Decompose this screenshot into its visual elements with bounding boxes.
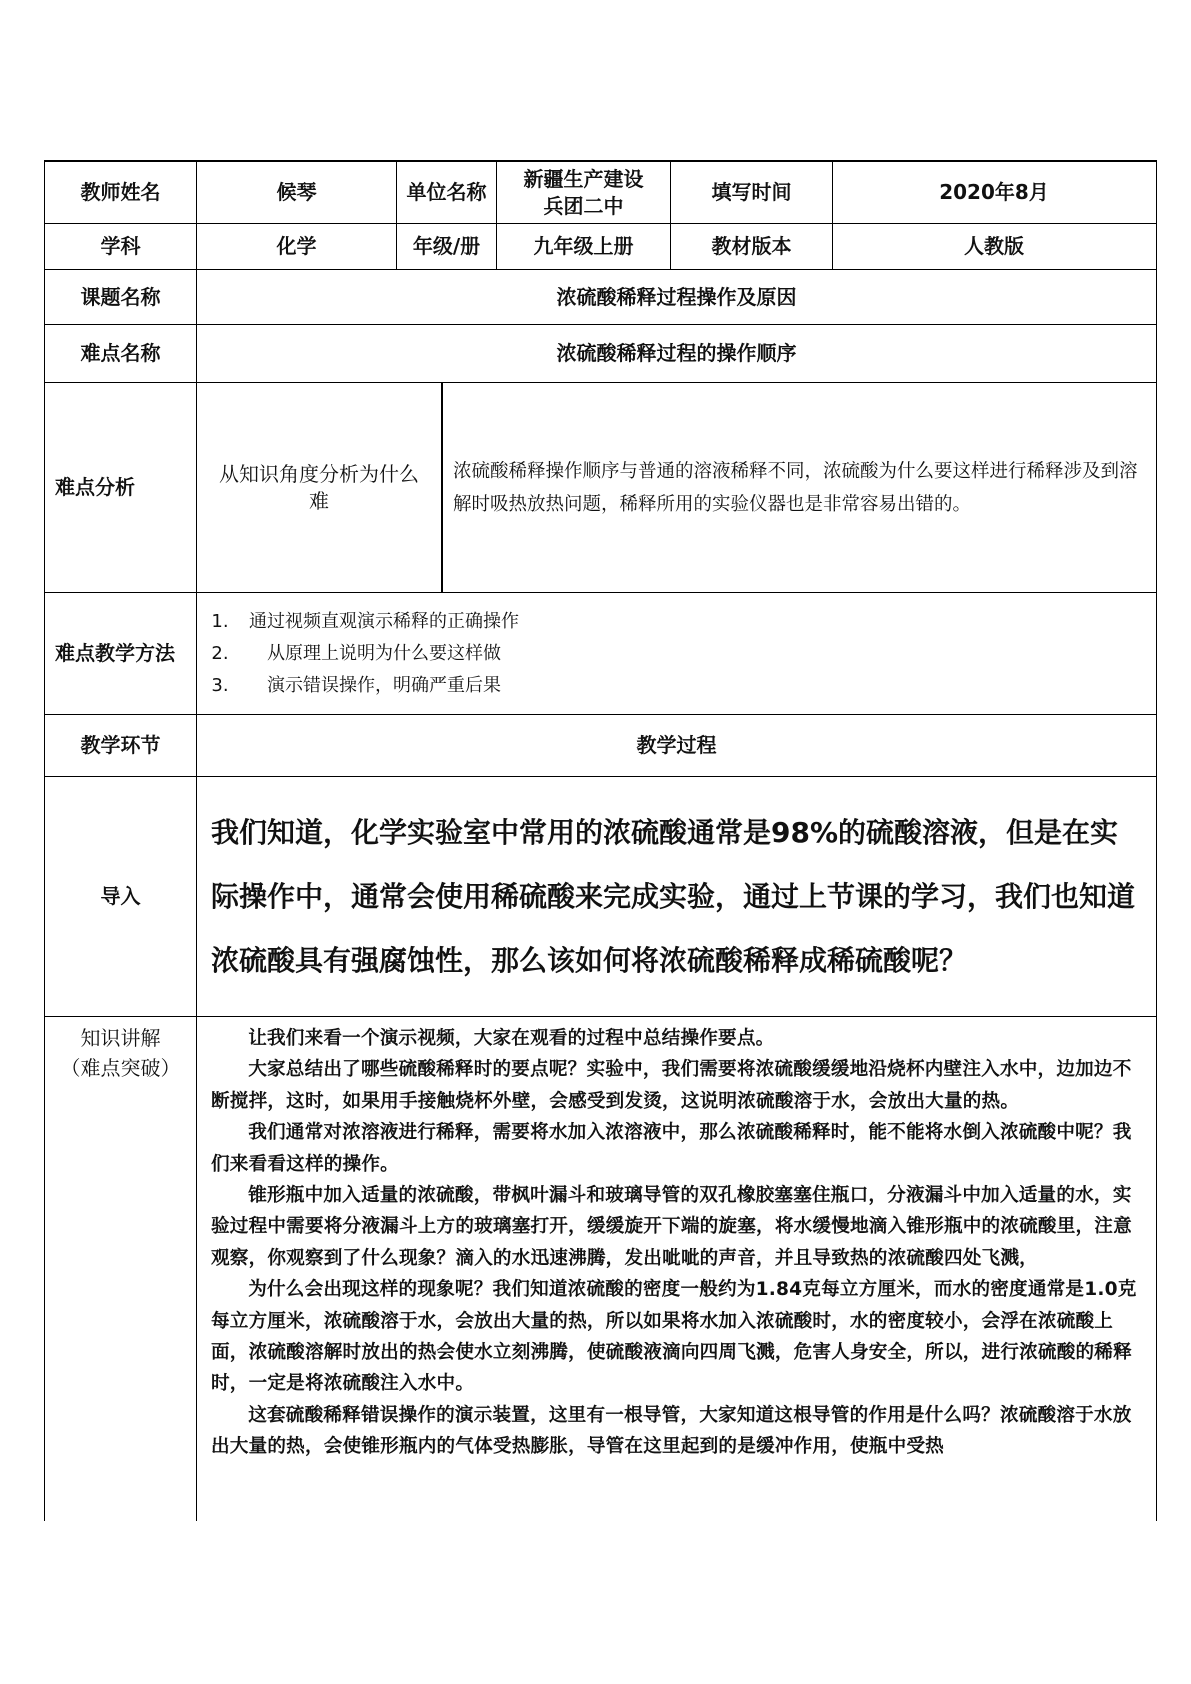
grade-label: 年级/册 [397, 224, 497, 269]
paragraph: 大家总结出了哪些硫酸稀释时的要点呢？实验中，我们需要将浓硫酸缓缓地沿烧杯内壁注入水中，边加边不断搅拌，这时，如果用手接触烧杯外壁，会感受到发烫，这说明浓硫酸溶于水，会放出大量的热。 [211, 1059, 1132, 1112]
difficulty-label: 难点名称 [45, 325, 197, 382]
list-item: 2. 从原理上说明为什么要这样做 [211, 642, 501, 664]
analysis-text: 浓硫酸稀释操作顺序与普通的溶液稀释不同，浓硫酸为什么要这样进行稀释涉及到溶解时吸热放热问题，稀释所用的实验仪器也是非常容易出错的。 [453, 460, 1138, 515]
methods-label: 难点教学方法 [45, 593, 197, 714]
knowledge-row [44, 1017, 1157, 1521]
list-item: 3. 演示错误操作，明确严重后果 [211, 674, 501, 696]
edition-label: 教材版本 [671, 224, 833, 269]
difficulty-row [44, 325, 1157, 383]
methods-row [44, 593, 1157, 715]
topic-value: 浓硫酸稀释过程操作及原因 [556, 284, 797, 309]
paragraph: 让我们来看一个演示视频，大家在观看的过程中总结操作要点。 [248, 1028, 775, 1049]
knowledge-text [197, 1017, 1156, 1521]
topic-label: 课题名称 [45, 270, 197, 324]
intro-row [44, 777, 1157, 1017]
header-row-2 [44, 224, 1157, 270]
edition-value: 人教版 [964, 234, 1024, 258]
date-label: 填写时间 [671, 162, 833, 223]
topic-row [44, 270, 1157, 325]
unit-label: 单位名称 [397, 162, 497, 223]
teacher-value: 候琴 [197, 162, 397, 223]
analysis-label: 难点分析 [45, 383, 197, 592]
date-value: 2020年8月 [939, 180, 1049, 204]
analysis-row [44, 383, 1157, 593]
analysis-angle: 从知识角度分析为什么难 [197, 383, 443, 592]
unit-value: 新疆生产建设兵团二中 [497, 162, 671, 223]
knowledge-label-line2: （难点突破） [60, 1056, 181, 1080]
subject-value: 化学 [197, 224, 397, 269]
teacher-label: 教师姓名 [45, 162, 197, 223]
process-label: 教学环节 [45, 715, 197, 776]
header-row-1 [44, 160, 1157, 224]
intro-label: 导入 [45, 777, 197, 1016]
process-header-row [44, 715, 1157, 777]
knowledge-label [45, 1017, 197, 1521]
methods-list-cell [197, 593, 1156, 714]
subject-label: 学科 [45, 224, 197, 269]
paragraph: 我们通常对浓溶液进行稀释，需要将水加入浓溶液中，那么浓硫酸稀释时，能不能将水倒入浓硫酸中呢？我们来看看这样的操作。 [211, 1122, 1132, 1175]
process-value: 教学过程 [636, 733, 717, 757]
knowledge-label-line1: 知识讲解 [80, 1026, 161, 1050]
paragraph: 锥形瓶中加入适量的浓硫酸，带枫叶漏斗和玻璃导管的双孔橡胶塞塞住瓶口，分液漏斗中加入适量的水，实验过程中需要将分液漏斗上方的玻璃塞打开，缓缓旋开下端的旋塞，将水缓慢地滴入锥形瓶中的浓硫酸里，注意观察，你观察到了什么现象？滴入的水迅速沸腾，发出呲呲的声音，并且导致热的浓硫酸四处飞溅， [211, 1185, 1132, 1269]
paragraph: 这套硫酸稀释错误操作的演示装置，这里有一根导管，大家知道这根导管的作用是什么吗？浓硫酸溶于水放出大量的热，会使锥形瓶内的气体受热膨胀，导管在这里起到的是缓冲作用，使瓶中受热 [211, 1404, 1132, 1458]
paragraph: 为什么会出现这样的现象呢？我们知道浓硫酸的密度一般约为1.84克每立方厘米，而水的密度通常是1.0克每立方厘米，浓硫酸溶于水，会放出大量的热，所以如果将水加入浓硫酸时，水的密度较小，会浮在浓硫酸上面，浓硫酸溶解时放出的热会使水立刻沸腾，使硫酸液滴向四周飞溅，危害人身安全，所以，进行浓硫酸的稀释时，一定是将浓硫酸注入水中。 [211, 1279, 1137, 1395]
grade-value: 九年级上册 [497, 224, 671, 269]
methods-list [197, 606, 519, 702]
list-item: 1. 通过视频直观演示稀释的正确操作 [211, 610, 519, 632]
intro-text: 我们知道，化学实验室中常用的浓硫酸通常是98%的硫酸溶液，但是在实际操作中，通常会使用稀硫酸来完成实验，通过上节课的学习，我们也知道浓硫酸具有强腐蚀性，那么该如何将浓硫酸稀释成稀硫酸呢？ [211, 815, 1136, 977]
difficulty-value: 浓硫酸稀释过程的操作顺序 [556, 341, 797, 365]
